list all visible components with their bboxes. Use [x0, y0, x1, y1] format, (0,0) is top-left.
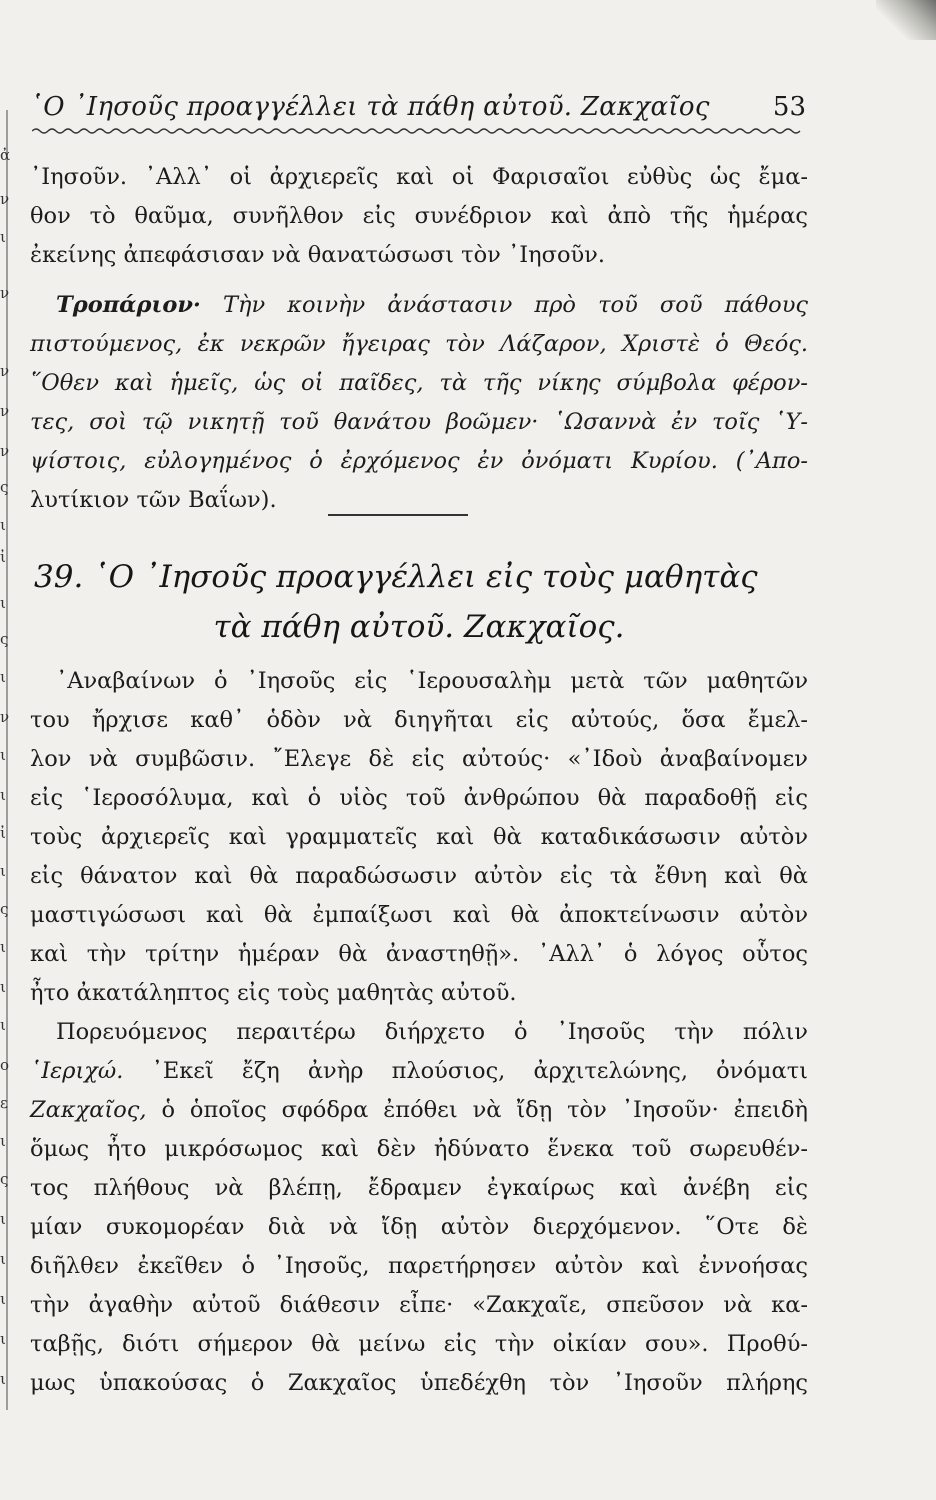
troparion-label: Τροπάριον· — [56, 292, 201, 318]
margin-mark: ι — [0, 594, 6, 612]
margin-mark: ν — [0, 442, 10, 460]
margin-mark: ς — [0, 630, 9, 648]
header-wavy-rule — [32, 127, 808, 135]
text-line: ἐκείνης ἀπεφάσισαν νὰ θανατώσωσι τὸν ᾿Ιησοῦν. — [30, 242, 606, 268]
margin-mark: ι — [0, 1250, 6, 1268]
margin-mark: ι — [0, 978, 6, 996]
section-number: 39. — [34, 559, 84, 595]
section-body — [30, 662, 808, 1403]
text-line: μαστιγώσωσι καὶ θὰ ἐμπαίξωσι καὶ θὰ ἀποκτείνωσιν αὐτὸν — [30, 902, 808, 928]
margin-mark: ι — [0, 1210, 6, 1228]
margin-mark: ν — [0, 402, 10, 420]
text-line: ὅμως ἦτο μικρόσωμος καὶ δὲν ἠδύνατο ἕνεκα τοῦ σωρευθέν- — [30, 1136, 808, 1162]
text-line: λυτίκιον τῶν Βαΐων). — [30, 487, 277, 513]
text-line: θον τὸ θαῦμα, συνῆλθον εἰς συνέδριον καὶ ἀπὸ τῆς ἡμέρας — [30, 203, 808, 229]
section-divider — [328, 514, 468, 516]
text-line: εἰς ῾Ιεροσόλυμα, καὶ ὁ υἱὸς τοῦ ἀνθρώπου θὰ παραδοθῇ εἰς — [30, 785, 808, 811]
text-line — [30, 286, 808, 325]
margin-mark: ν — [0, 708, 10, 726]
text-line: μως ὑπακούσας ὁ Ζακχαῖος ὑπεδέχθη τὸν ᾿Ιησοῦν πλήρης — [30, 1370, 808, 1396]
margin-mark: ι — [0, 228, 6, 246]
text-line: ῞Οθεν καὶ ἡμεῖς, ὡς οἱ παῖδες, τὰ τῆς νίκης σύμβολα φέρον- — [30, 370, 808, 396]
margin-mark: ι — [0, 1370, 6, 1388]
text-line: ἦτο ἀκατάληπτος εἰς τοὺς μαθητὰς αὐτοῦ. — [30, 980, 517, 1006]
margin-mark: ι — [0, 1132, 6, 1150]
margin-mark: ι — [0, 1330, 6, 1348]
text-line: τοὺς ἀρχιερεῖς καὶ γραμματεῖς καὶ θὰ καταδικάσωσιν αὐτὸν — [30, 824, 808, 850]
running-header — [30, 92, 806, 122]
running-header-title: ῾Ο ᾿Ιησοῦς προαγγέλλει τὰ πάθη αὐτοῦ. Ζακχαῖος — [30, 92, 710, 122]
margin-mark: ι — [0, 1290, 6, 1308]
margin-mark: ι — [0, 668, 6, 686]
text-line: μίαν συκομορέαν διὰ νὰ ἴδῃ αὐτὸν διερχόμενον. ῞Οτε δὲ — [30, 1214, 808, 1240]
text-line: του ἤρχισε καθ᾿ ὁδὸν νὰ διηγῆται εἰς αὐτούς, ὅσα ἔμελ- — [30, 707, 808, 733]
text-line: λον νὰ συμβῶσιν. ῎Ελεγε δὲ εἰς αὐτούς· «᾿Ιδοὺ ἀναβαίνομεν — [30, 746, 808, 772]
troparion-text: Τὴν κοινὴν ἀνάστασιν πρὸ τοῦ σοῦ πάθους — [222, 292, 808, 318]
text-line: ᾿Αναβαίνων ὁ ᾿Ιησοῦς εἰς ῾Ιερουσαλὴμ μετὰ τῶν μαθητῶν — [56, 668, 808, 694]
margin-mark: ἰ — [0, 824, 6, 842]
margin-mark: ν — [0, 190, 10, 208]
text-line — [30, 1091, 808, 1130]
margin-residue — [0, 0, 14, 1500]
margin-mark: ι — [0, 786, 6, 804]
margin-mark: ἰ — [0, 548, 6, 566]
margin-mark: ἀ — [0, 146, 11, 164]
margin-mark: ς — [0, 478, 9, 496]
margin-mark: ι — [0, 1016, 6, 1034]
name-zakxaios: Ζακχαῖος, — [30, 1097, 147, 1123]
text-line: ᾿Ιησοῦν. ᾿Αλλ᾿ οἱ ἀρχιερεῖς καὶ οἱ Φαρισαῖοι εὐθὺς ὡς ἔμα- — [30, 164, 808, 190]
text-line: πιστούμενος, ἐκ νεκρῶν ἤγειρας τὸν Λάζαρον, Χριστὲ ὁ Θεός. — [30, 331, 808, 357]
margin-mark: ο — [0, 1056, 10, 1074]
text-fragment: ὁ ὁποῖος σφόδρα ἐπόθει νὰ ἴδῃ τὸν ᾿Ιησοῦν· ἐπειδὴ — [161, 1097, 808, 1123]
text-line: καὶ τὴν τρίτην ἡμέραν θὰ ἀναστηθῇ». ᾿Αλλ᾿ ὁ λόγος οὗτος — [30, 941, 808, 967]
margin-mark: ι — [0, 516, 6, 534]
section-title-line1: ῾Ο ᾿Ιησοῦς προαγγέλλει εἰς τοὺς μαθητὰς — [93, 559, 758, 595]
margin-mark: ς — [0, 900, 9, 918]
paragraph-continuation — [30, 158, 808, 275]
text-line — [30, 1052, 808, 1091]
text-line: τες, σοὶ τῷ νικητῇ τοῦ θανάτου βοῶμεν· ῾Ωσαννὰ ἐν τοῖς ῾Υ- — [30, 409, 808, 435]
page-corner-shadow — [876, 0, 936, 40]
text-line: εἰς θάνατον καὶ θὰ παραδώσωσιν αὐτὸν εἰς τὰ ἔθνη καὶ θὰ — [30, 863, 808, 889]
margin-mark: ε — [0, 1094, 8, 1112]
margin-mark: ι — [0, 746, 6, 764]
margin-mark: ι — [0, 938, 6, 956]
text-line: Πορευόμενος περαιτέρω διήρχετο ὁ ᾿Ιησοῦς τὴν πόλιν — [56, 1019, 808, 1045]
text-line: ταβῇς, διότι σήμερον θὰ μείνω εἰς τὴν οἰκίαν σου». Προθύ- — [30, 1331, 808, 1357]
troparion-paragraph — [30, 286, 808, 520]
section-heading — [30, 552, 808, 652]
text-line: τὴν ἀγαθὴν αὐτοῦ διάθεσιν εἶπε· «Ζακχαῖε, σπεῦσον νὰ κα- — [30, 1292, 808, 1318]
place-name-ierixo: ῾Ιεριχώ. — [30, 1058, 124, 1084]
text-line: διῆλθεν ἐκεῖθεν ὁ ᾿Ιησοῦς, παρετήρησεν αὐτὸν καὶ ἐννοήσας — [30, 1253, 808, 1279]
section-title-line2: τὰ πάθη αὐτοῦ. Ζακχαῖος. — [213, 609, 625, 645]
text-line: ψίστοις, εὐλογημένος ὁ ἐρχόμενος ἐν ὀνόματι Κυρίου. (᾿Απο- — [30, 448, 808, 474]
text-line: τος πλήθους νὰ βλέπῃ, ἔδραμεν ἐγκαίρως καὶ ἀνέβη εἰς — [30, 1175, 808, 1201]
margin-mark: ν — [0, 362, 10, 380]
margin-mark: ν — [0, 284, 10, 302]
text-fragment: ᾿Εκεῖ ἔζη ἀνὴρ πλούσιος, ἀρχιτελώνης, ὀνόματι — [151, 1058, 808, 1084]
margin-mark: ι — [0, 862, 6, 880]
margin-mark: ς — [0, 1170, 9, 1188]
page-number: 53 — [772, 92, 806, 122]
